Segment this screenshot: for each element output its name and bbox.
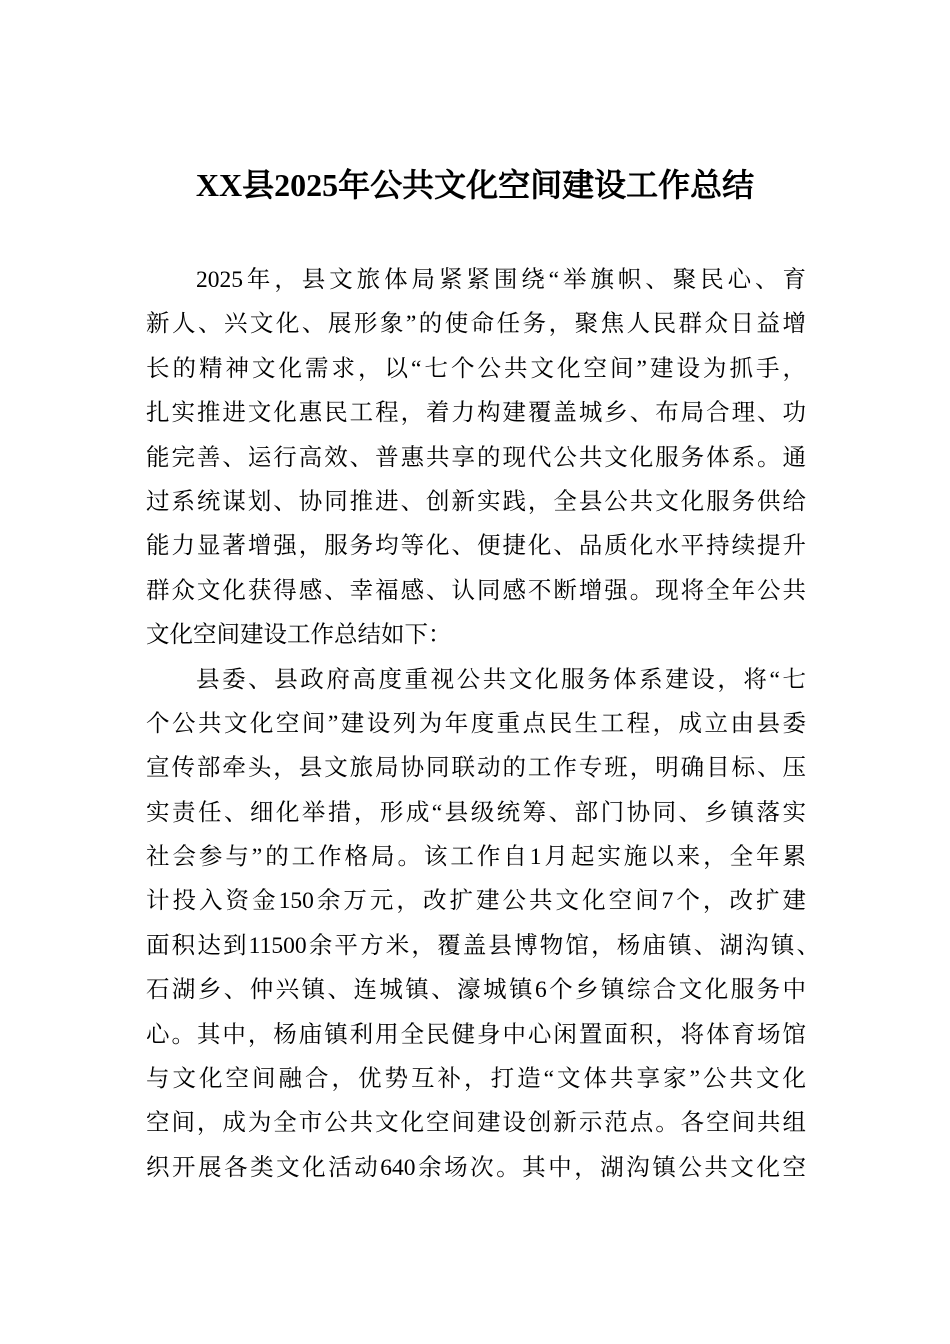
text-line: 2025年，县文旅体局紧紧围绕“举旗帜、聚民心、育 bbox=[196, 267, 806, 293]
text-line: 宣传部牵头，县文旅局协同联动的工作专班，明确目标、压 bbox=[146, 755, 806, 782]
text-line: 长的精神文化需求，以“七个公共文化空间”建设为抓手， bbox=[146, 355, 806, 382]
text-line: 扎实推进文化惠民工程，着力构建覆盖城乡、布局合理、功 bbox=[146, 400, 806, 427]
text-line: 个公共文化空间”建设列为年度重点民生工程，成立由县委 bbox=[146, 710, 806, 737]
document-body bbox=[146, 258, 820, 1190]
text-line: 新人、兴文化、展形象”的使命任务，聚焦人民群众日益增 bbox=[146, 311, 806, 338]
text-line: 能完善、运行高效、普惠共享的现代公共文化服务体系。通 bbox=[146, 444, 806, 471]
text-line: 石湖乡、仲兴镇、连城镇、濠城镇6个乡镇综合文化服务中 bbox=[146, 977, 806, 1004]
text-line: 过系统谋划、协同推进、创新实践，全县公共文化服务供给 bbox=[146, 488, 806, 515]
text-line: 面积达到11500余平方米，覆盖县博物馆，杨庙镇、湖沟镇、 bbox=[146, 932, 820, 959]
paragraph-intro bbox=[146, 258, 806, 658]
text-line: 县委、县政府高度重视公共文化服务体系建设，将“七 bbox=[196, 666, 806, 693]
text-line: 空间，成为全市公共文化空间建设创新示范点。各空间共组 bbox=[146, 1110, 806, 1137]
text-line: 群众文化获得感、幸福感、认同感不断增强。现将全年公共 bbox=[146, 577, 806, 604]
text-line: 社会参与”的工作格局。该工作自1月起实施以来，全年累 bbox=[146, 844, 806, 871]
text-line: 文化空间建设工作总结如下： bbox=[146, 622, 452, 649]
text-line: 与文化空间融合，优势互补，打造“文体共享家”公共文化 bbox=[146, 1066, 806, 1093]
text-line: 计投入资金150余万元，改扩建公共文化空间7个，改扩建 bbox=[146, 888, 806, 915]
text-line: 能力显著增强，服务均等化、便捷化、品质化水平持续提升 bbox=[146, 533, 806, 560]
text-line: 织开展各类文化活动640余场次。其中，湖沟镇公共文化空 bbox=[146, 1154, 806, 1181]
document-title: XX县2025年公共文化空间建设工作总结 bbox=[195, 167, 755, 203]
text-line: 心。其中，杨庙镇利用全民健身中心闲置面积，将体育场馆 bbox=[146, 1021, 806, 1048]
text-line: 实责任、细化举措，形成“县级统筹、部门协同、乡镇落实 bbox=[146, 799, 806, 826]
paragraph-overview bbox=[146, 658, 820, 1191]
